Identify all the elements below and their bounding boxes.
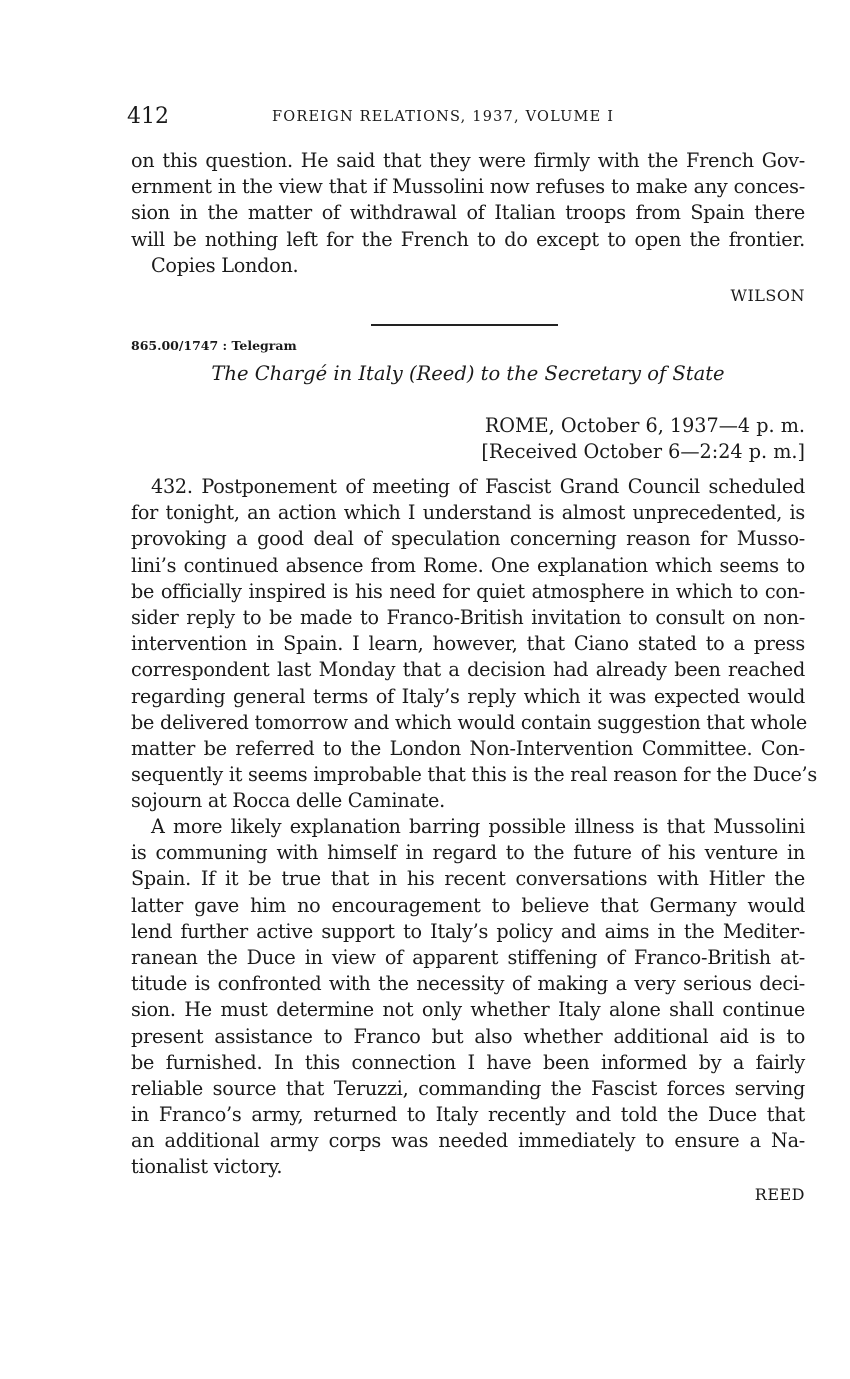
document-title: The Chargé in Italy (Reed) to the Secretary of State — [211, 362, 725, 385]
text-line: sion. He must determine not only whether Italy alone shall continue — [131, 998, 805, 1022]
section-divider — [371, 324, 558, 326]
text-line: is communing with himself in regard to the future of his venture in — [131, 841, 805, 865]
text-line: regarding general terms of Italy’s reply which it was expected would — [131, 684, 805, 708]
text-line: A more likely explanation barring possible illness is that Mussolini — [151, 815, 805, 838]
text-line: provoking a good deal of speculation concerning reason for Musso- — [131, 527, 805, 551]
text-line: latter gave him no encouragement to believe that Germany would — [131, 893, 805, 917]
text-line: lend further active support to Italy’s policy and aims in the Mediter- — [131, 919, 805, 943]
text-line: will be nothing left for the French to do except to open the frontier. — [131, 227, 805, 251]
dateline: ROME, October 6, 1937—4 p. m. — [484, 414, 805, 437]
text-line: ernment in the view that if Mussolini now refuses to make any conces- — [131, 175, 805, 199]
text-line: present assistance to Franco but also whether additional aid is to — [131, 1024, 805, 1048]
text-line: ranean the Duce in view of apparent stiffening of Franco-British at- — [131, 945, 805, 969]
text-line: be delivered tomorrow and which would contain suggestion that whole — [131, 710, 807, 734]
text-line: sequently it seems improbable that this is the real reason for the Duce’s — [131, 763, 818, 787]
text-line: in Franco’s army, returned to Italy recently and told the Duce that — [131, 1103, 805, 1127]
telegram-paragraph-1 — [131, 474, 818, 814]
text-line: titude is confronted with the necessity of making a very serious deci- — [131, 972, 805, 996]
file-reference: 865.00/1747 : Telegram — [131, 338, 297, 353]
telegram-paragraph-2 — [131, 814, 805, 1181]
text-line: correspondent last Monday that a decision had already been reached — [131, 658, 805, 682]
running-head — [127, 104, 805, 134]
copies-line: Copies London. — [151, 253, 299, 277]
text-line: intervention in Spain. I learn, however, that Ciano stated to a press — [131, 632, 805, 656]
text-line: an additional army corps was needed immediately to ensure a Na- — [131, 1129, 805, 1153]
preceding-document-text — [131, 148, 805, 279]
received-line: [Received October 6—2:24 p. m.] — [481, 440, 805, 463]
text-line: be furnished. In this connection I have been informed by a fairly — [131, 1050, 805, 1074]
running-title: FOREIGN RELATIONS, 1937, VOLUME I — [272, 109, 615, 125]
text-line: on this question. He said that they were firmly with the French Gov- — [131, 149, 805, 172]
text-line: be officially inspired is his need for quiet atmosphere in which to con- — [131, 579, 805, 603]
page-number: 412 — [127, 104, 169, 129]
text-line: reliable source that Teruzzi, commanding the Fascist forces serving — [131, 1076, 805, 1100]
text-line: 432. Postponement of meeting of Fascist Grand Council scheduled — [151, 475, 805, 498]
text-line: lini’s continued absence from Rome. One explanation which seems to — [131, 553, 805, 577]
text-line: tionalist victory. — [131, 1155, 283, 1179]
text-line: Spain. If it be true that in his recent conversations with Hitler the — [131, 867, 805, 891]
text-line: for tonight, an action which I understand is almost unprecedented, is — [131, 501, 805, 525]
signature-reed: REED — [754, 1185, 805, 1204]
signature-wilson: WILSON — [730, 286, 805, 305]
text-line: sion in the matter of withdrawal of Italian troops from Spain there — [131, 201, 805, 225]
text-line: sider reply to be made to Franco-British invitation to consult on non- — [131, 605, 805, 629]
text-line: matter be referred to the London Non-Intervention Committee. Con- — [131, 736, 805, 760]
text-line: sojourn at Rocca delle Caminate. — [131, 789, 445, 813]
